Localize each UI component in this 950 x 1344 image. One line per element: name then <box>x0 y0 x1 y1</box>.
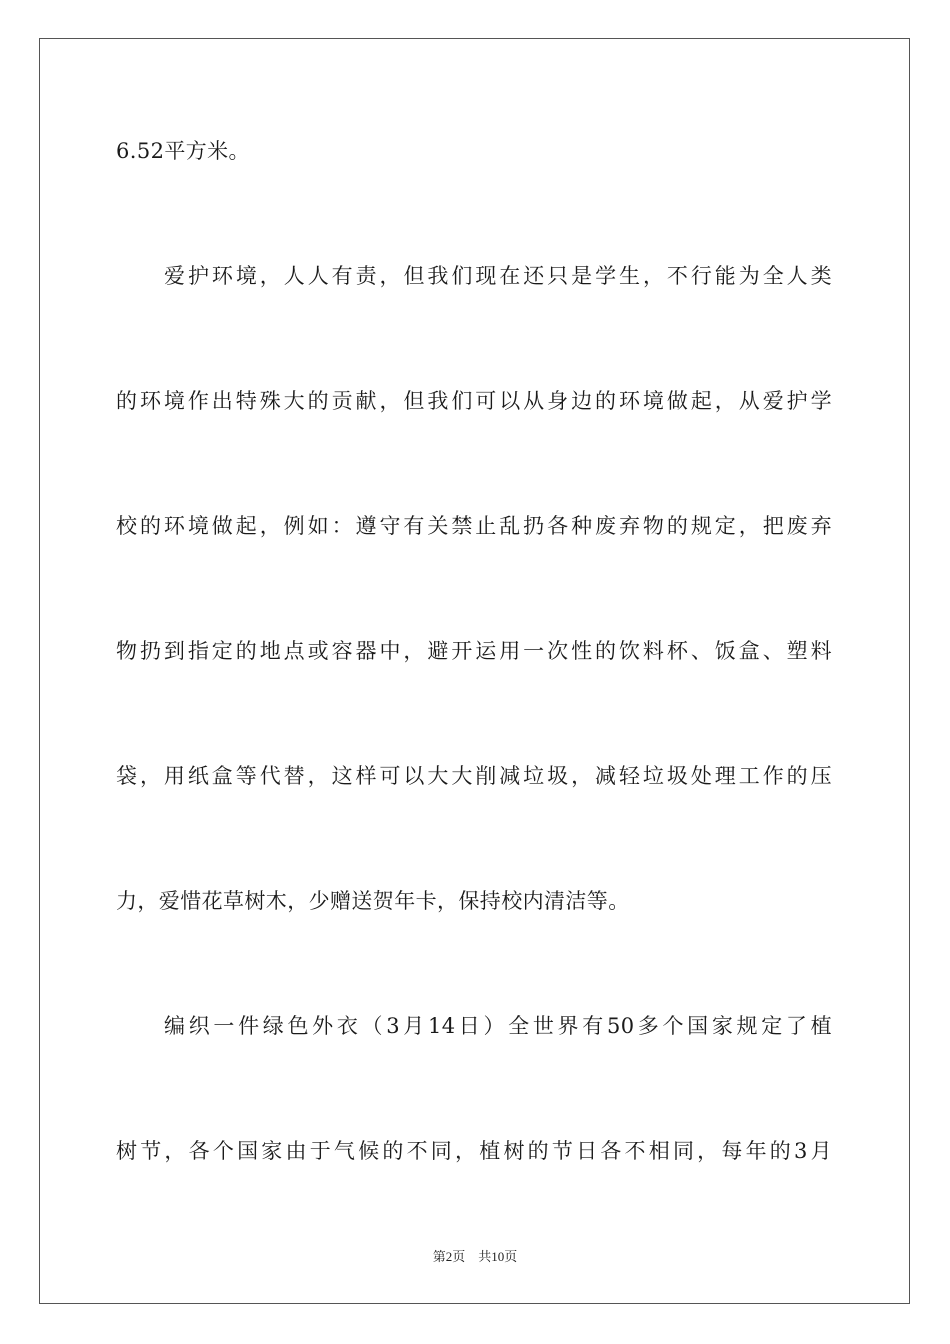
text-line-2: 爱护环境，人人有责，但我们现在还只是学生，不行能为全人类 <box>164 264 832 288</box>
text-line-6: 袋，用纸盒等代替，这样可以大大削减垃圾，减轻垃圾处理工作的压 <box>116 764 832 788</box>
text-line-8: 编织一件绿色外衣（3月14日）全世界有50多个国家规定了植 <box>164 1014 832 1038</box>
page-number-footer: 第2页 共10页 <box>432 1249 518 1264</box>
text-line-3: 的环境作出特殊大的贡献，但我们可以从身边的环境做起，从爱护学 <box>116 389 832 413</box>
text-line-4: 校的环境做起，例如：遵守有关禁止乱扔各种废弃物的规定，把废弃 <box>116 514 832 538</box>
text-line-9: 树节，各个国家由于气候的不同，植树的节日各不相同，每年的3月 <box>116 1139 832 1163</box>
text-line-7: 力，爱惜花草树木，少赠送贺年卡，保持校内清洁等。 <box>116 889 630 913</box>
text-line-1: 6.52平方米。 <box>116 139 250 163</box>
text-line-5: 物扔到指定的地点或容器中，避开运用一次性的饮料杯、饭盒、塑料 <box>116 639 832 663</box>
page-border <box>39 38 910 1304</box>
